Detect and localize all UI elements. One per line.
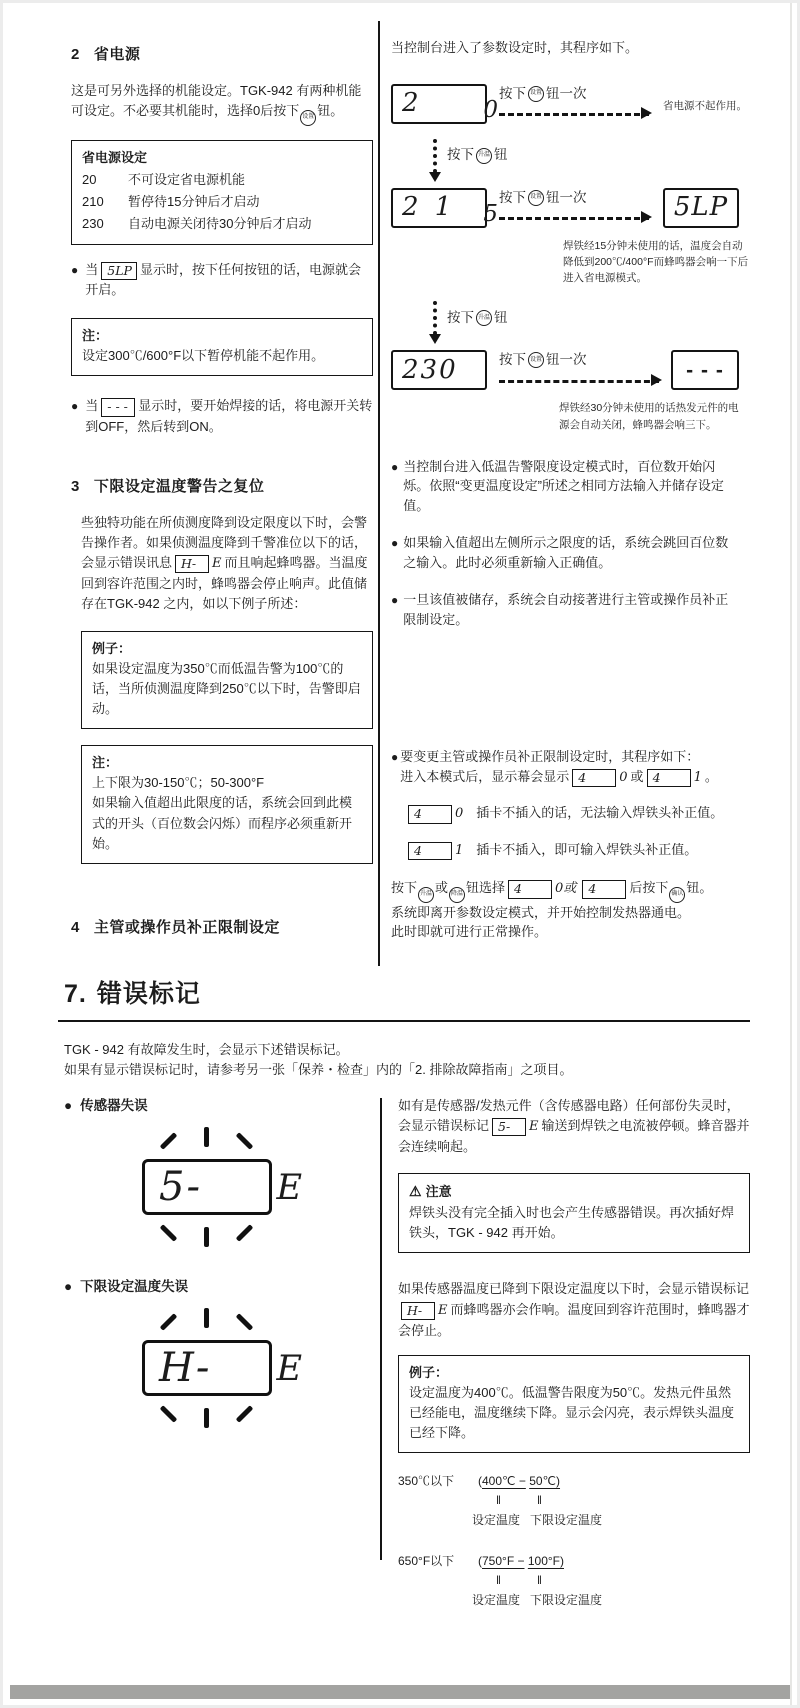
example-box-2 xyxy=(398,1355,750,1454)
bullet-value-stored xyxy=(391,590,739,629)
section-title: 省电源 xyxy=(93,46,141,63)
row-code: 210 xyxy=(82,194,104,210)
bullet-text: 一旦该值被储存，系统会自动接著进行主管或操作员补正限制设定。 xyxy=(403,592,729,627)
note-box-1 xyxy=(71,318,373,376)
flow-note-30min: 焊铁经30分钟未使用的话热发元件的电源会自动关闭，蜂鸣器会响三下。 xyxy=(559,402,739,431)
bullet-change-limit xyxy=(391,747,739,787)
up-button-icon: 升温 xyxy=(476,310,492,326)
section4-final: 按下 升温 或 降温 钮选择 4 0或 4 后按下 确认 钮。 系统即离开参数设定模式，并开始控制发热器通电。 此时即就可进行正常操作。 xyxy=(391,880,713,940)
lcd-4-box: 4 xyxy=(408,805,452,823)
power-save-table xyxy=(71,140,373,245)
bullet-lowtemp-mode xyxy=(391,457,739,516)
set-button-icon: 设置 xyxy=(528,190,544,206)
option-text: 插卡不插入，即可输入焊铁头补正值。 xyxy=(476,841,698,857)
formula-labels: 设定温度 下限设定温度 xyxy=(472,1592,603,1607)
flash-ray xyxy=(160,1313,178,1331)
bullet-text: 要变更主管或操作员补正限制设定时，其程序如下： 进入本模式后，显示幕会显示 4 0 或 4 1 。 xyxy=(400,747,739,787)
note-label: 注： xyxy=(92,755,119,771)
page-edge xyxy=(790,3,792,1705)
confirm-button-icon: 确认 xyxy=(669,887,685,903)
section7 xyxy=(58,975,750,1681)
row-code: 230 xyxy=(82,216,104,232)
flash-ray xyxy=(236,1313,254,1331)
flash-ray xyxy=(236,1405,254,1423)
note-text: 设定300℃/600°F以下暂停机能不起作用。 xyxy=(82,348,325,364)
flow-note-15min: 焊铁经15分钟未使用的话，温度会自动降低到200℃/400°F而蜂鸣器会响一下后进入省电源模式。 xyxy=(563,239,749,285)
procedure-flow xyxy=(391,84,749,433)
right-column xyxy=(391,38,749,942)
lcd-5-error: 5- xyxy=(492,1118,526,1136)
formula-connectors: ‖ ‖ xyxy=(496,1573,542,1588)
bullet-icon: ● xyxy=(391,750,399,765)
lcd-display-5lp: 5LP xyxy=(663,188,739,228)
section7-divider xyxy=(380,1098,382,1560)
down-button-icon: 降温 xyxy=(449,887,465,903)
flash-ray xyxy=(160,1132,178,1150)
press-up-label: 按下 升温 钮 xyxy=(447,310,508,326)
lcd-5lp: 5LP xyxy=(101,262,137,280)
lcd-4-box: 4 xyxy=(572,769,616,787)
row-desc: 暂停待15分钟后才启动 xyxy=(128,194,260,210)
flow-step-2 xyxy=(391,188,739,228)
option-41: 4 1 插卡不插入，即可输入焊铁头补正值。 xyxy=(405,840,739,861)
lcd-e-suffix: E xyxy=(276,1167,302,1208)
dashed-arrow xyxy=(499,217,649,220)
flash-ray xyxy=(160,1224,178,1242)
row-code: 20 xyxy=(82,172,97,188)
dashed-arrow xyxy=(499,113,649,116)
lowtemp-error-label: ● 下限设定温度失误 xyxy=(64,1277,369,1298)
heading-rule xyxy=(58,1020,750,1022)
lcd-4-box: 4 xyxy=(582,880,626,898)
flash-ray xyxy=(204,1127,209,1147)
bullet-5lp xyxy=(71,260,373,300)
section-number: 4 xyxy=(71,918,80,936)
bullet-icon: ● xyxy=(391,536,399,551)
caution-box xyxy=(398,1173,750,1253)
up-button-icon: 升温 xyxy=(476,148,492,164)
section7-left xyxy=(64,1096,369,1396)
lcd-4-box: 4 xyxy=(647,769,691,787)
bullet-text: 如果输入值超出左侧所示之限度的话，系统会跳回百位数之输入。此时必须重新输入正确值。 xyxy=(403,535,729,570)
section4-heading xyxy=(71,916,373,939)
example-text: 如果设定温度为350℃而低温告警为100℃的话，当所侦测温度降到250℃以下时，告警即启动。 xyxy=(92,660,361,717)
flow-note-1: 省电源不起作用。 xyxy=(663,99,747,112)
intro-text-end: 钮。 xyxy=(317,103,344,119)
lcd-dashes: - - - xyxy=(101,398,135,416)
flash-ray xyxy=(204,1227,209,1247)
sensor-error-label: ● 传感器失误 xyxy=(64,1096,369,1117)
section3-heading xyxy=(71,475,373,498)
flow-down-2 xyxy=(433,296,739,340)
flow-step-1 xyxy=(391,84,747,124)
flow-down-1 xyxy=(433,134,739,178)
formula-celsius: 350℃以下 (400℃ − 50℃) xyxy=(398,1474,561,1489)
note-line2: 如果输入值超出此限度的话，系统会回到此模式的开头（百位数会闪烁）而程序必须重新开始。 xyxy=(92,795,353,851)
lowtemp-error-display xyxy=(142,1340,302,1396)
lcd-display-dashes: - - - xyxy=(671,350,739,390)
table-row xyxy=(82,170,362,190)
formula-labels: 设定温度 下限设定温度 xyxy=(472,1512,603,1527)
section2-heading xyxy=(71,43,373,66)
bullet-icon: ● xyxy=(71,399,79,414)
section3-paragraph: 些独特功能在所侦测度降到设定限度以下时，会警告操作者。如果侦测温度降到千警准位以下的话，会显示错误讯息 H- E 而且响起蜂鸣器。当温度回到容许范围之内时，蜂鸣器会停止响声。此值储存在TGK-942 之内，如以下例子所述： xyxy=(81,514,368,612)
note-box-2 xyxy=(81,745,373,864)
bullet-out-of-range xyxy=(391,533,739,572)
table-row xyxy=(82,214,362,234)
example-box-1 xyxy=(81,631,373,730)
caution-text: 焊铁头没有完全插入时也会产生传感器错误。再次插好焊铁头，TGK - 942 再开始。 xyxy=(409,1205,735,1241)
column-divider xyxy=(378,21,380,966)
section-number: 7. xyxy=(64,980,87,1008)
sensor-error-display xyxy=(142,1159,302,1215)
warning-icon: ⚠ xyxy=(409,1183,422,1200)
lcd-h-error: H- xyxy=(175,555,209,573)
set-button-icon: 设置 xyxy=(528,352,544,368)
bullet-icon: ● xyxy=(64,1278,73,1294)
dotted-down-arrow xyxy=(433,139,437,173)
set-button-icon: 设置 xyxy=(528,86,544,102)
sensor-error-text: 如有是传感器/发热元件（含传感器电路）任何部份失灵时，会显示错误标记 5- E 输送到焊铁之电流被停顿。蜂音器并会连续响起。 xyxy=(398,1098,750,1155)
press-set-label: 按下 设置 钮一次 xyxy=(499,352,587,368)
flash-ray xyxy=(160,1405,178,1423)
dotted-down-arrow xyxy=(433,301,437,335)
example-label: 例子： xyxy=(409,1364,449,1380)
row-desc: 自动电源关闭待30分钟后才启动 xyxy=(128,216,312,232)
lcd-e-suffix: E xyxy=(276,1348,302,1389)
option-40: 4 0 插卡不插入的话，无法输入焊铁头补正值。 xyxy=(405,803,739,824)
option-text: 插卡不插入的话，无法输入焊铁头补正值。 xyxy=(476,805,724,821)
section-title: 下限设定温度警告之复位 xyxy=(93,477,265,495)
bullet-text: 当 - - - 显示时，要开始焊接的话，将电源开关转到OFF，然后转到ON。 xyxy=(85,398,373,434)
section7-heading xyxy=(58,975,750,1014)
note-label: 注： xyxy=(82,328,109,343)
bullet-dashes xyxy=(71,396,373,436)
bullet-icon: ● xyxy=(71,262,79,277)
press-up-label: 按下 升温 钮 xyxy=(447,147,508,163)
bullet-icon: ● xyxy=(64,1098,73,1114)
bullet-icon: ● xyxy=(391,459,399,474)
flash-ray xyxy=(236,1224,254,1242)
bullet-icon: ● xyxy=(391,593,399,608)
lowtemp-error-text: 如果传感器温度已降到下限设定温度以下时，会显示错误标记H- E 而蜂鸣器亦会作响。温度回到容许范围时，蜂鸣器才会停止。 xyxy=(398,1281,750,1338)
flash-ray xyxy=(236,1132,254,1150)
example-text: 设定温度为400℃。低温警告限度为50℃。发热元件虽然已经能电，温度继续下降。显示会闪亮，表示焊铁头温度已经下降。 xyxy=(409,1384,735,1441)
section4-procedure xyxy=(391,747,739,942)
up-button-icon: 升温 xyxy=(418,887,434,903)
section-title: 主管或操作员补正限制设定 xyxy=(93,918,280,936)
lcd-h-error: H- xyxy=(401,1302,435,1320)
formula-connectors: ‖ ‖ xyxy=(496,1493,542,1508)
lcd-sensor-error: 5- xyxy=(142,1159,272,1215)
power-save-table-title: 省电源设定 xyxy=(82,150,148,166)
bullet-text: 当 5LP 显示时，按下任何按钮的话，电源就会开启。 xyxy=(85,261,361,297)
lcd-4-box: 4 xyxy=(408,842,452,860)
section-number: 2 xyxy=(71,46,80,63)
left-column xyxy=(71,43,373,939)
bullet-text: 当控制台进入低温告警限度设定模式时，百位数开始闪烁。依照“变更温度设定”所述之相同方法输入并储存设定值。 xyxy=(403,458,724,513)
press-set-label: 按下 设置 钮一次 xyxy=(499,189,587,205)
lcd-display-230: 230 xyxy=(391,350,487,390)
section2-intro xyxy=(71,81,373,126)
flash-ray xyxy=(204,1308,209,1328)
section7-right xyxy=(398,1096,750,1609)
note-line1: 上下限为30-150℃；50-300°F xyxy=(92,775,265,791)
intro-text: 这是可另外选择的机能设定。TGK-942 有两种机能可设定。不必要其机能时，选择0后按下 xyxy=(71,83,362,119)
row-desc: 不可设定省电源机能 xyxy=(128,172,246,188)
flow-step-3 xyxy=(391,350,739,390)
dashed-arrow xyxy=(499,380,659,383)
press-set-label: 按下 设置 钮一次 xyxy=(499,85,587,101)
formula-fahrenheit: 650°F以下 (750°F − 100°F) xyxy=(398,1554,564,1569)
section7-body xyxy=(58,1096,750,1681)
example-label: 例子： xyxy=(92,640,132,656)
lcd-lowtemp-error: H- xyxy=(142,1340,272,1396)
lcd-display-20: 2 0 xyxy=(391,84,487,124)
table-row xyxy=(82,192,362,212)
lcd-display-215: 2 1 5 xyxy=(391,188,487,228)
set-button-icon: 设置 xyxy=(300,110,316,126)
section-title: 错误标记 xyxy=(96,980,201,1008)
right-intro: 当控制台进入了参数设定时，其程序如下。 xyxy=(391,40,639,55)
section-number: 3 xyxy=(71,477,80,495)
caution-title: 注意 xyxy=(425,1184,452,1200)
lcd-4-box: 4 xyxy=(508,880,552,898)
section7-intro: TGK - 942 有故障发生时，会显示下述错误标记。 如果有显示错误标记时，请参考另一张「保养・检查」内的「2. 排除故障指南」之项目。 xyxy=(64,1041,573,1077)
lcd-e-suffix: E xyxy=(212,556,222,572)
page-bottom-edge xyxy=(10,1685,790,1699)
flash-ray xyxy=(204,1408,209,1428)
